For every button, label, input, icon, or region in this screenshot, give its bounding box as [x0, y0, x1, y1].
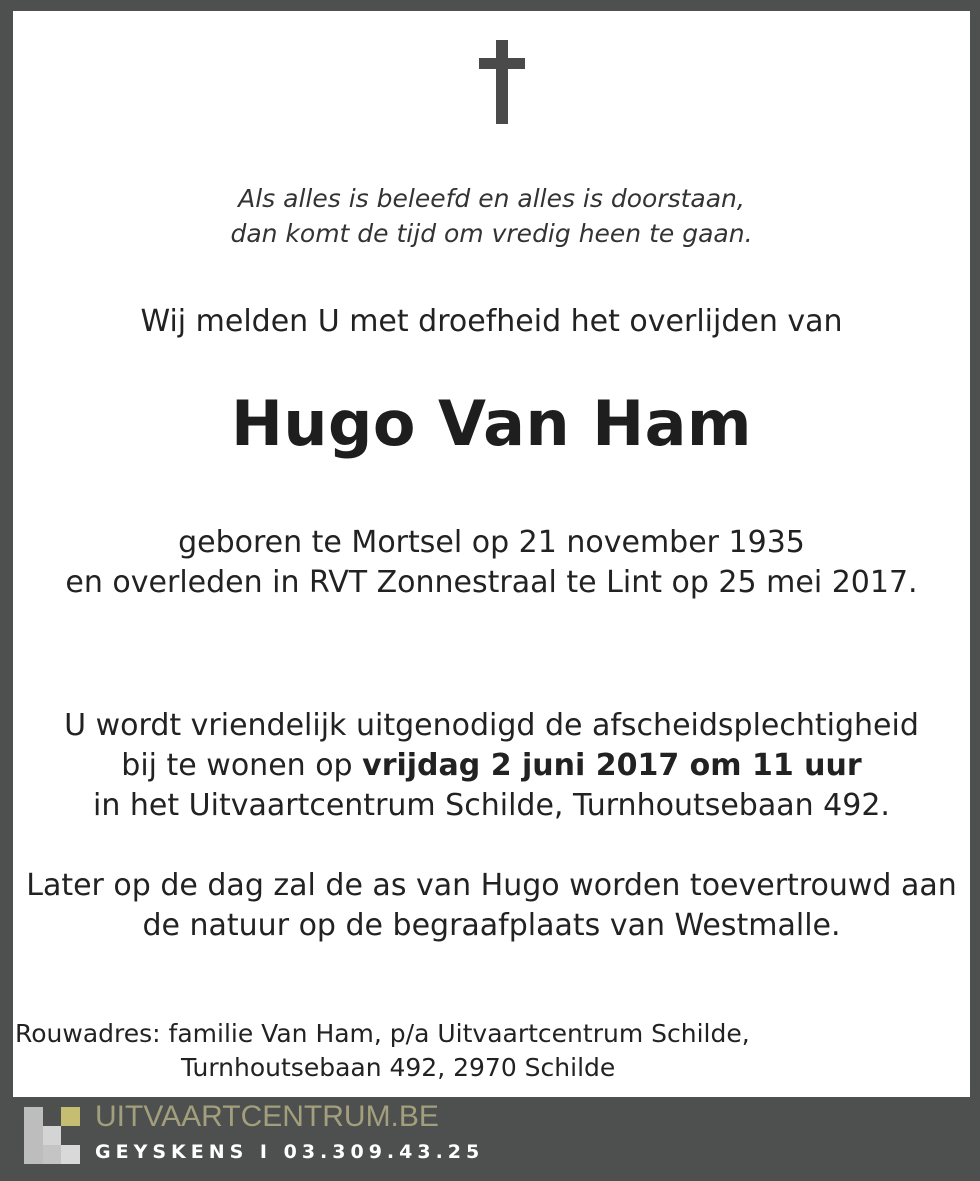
obituary-card — [13, 11, 970, 1097]
quote-line: dan komt de tijd om vredig heen te gaan. — [230, 219, 753, 248]
ashes-line: Later op de dag zal de as van Hugo worden toevertrouwd aan — [26, 868, 957, 903]
brand-name: UITVAARTCENTRUM.BE — [95, 1100, 439, 1133]
birth-line: geboren te Mortsel op 21 november 1935 — [178, 525, 805, 560]
ashes-line: de natuur op de begraafplaats van Westmalle. — [142, 908, 841, 943]
life-dates — [13, 523, 970, 603]
announcement-intro: Wij melden U met droefheid het overlijden van — [140, 304, 843, 339]
funeral-home-footer — [13, 1097, 970, 1178]
invite-line: U wordt vriendelijk uitgenodigd de afscheidsplechtigheid — [64, 708, 919, 743]
invite-line — [13, 746, 970, 786]
invite-text: bij te wonen op — [121, 748, 363, 783]
quote — [13, 181, 970, 251]
mourning-address — [15, 1017, 750, 1085]
address-line: Rouwadres: familie Van Ham, p/a Uitvaartcentrum Schilde, — [15, 1019, 750, 1048]
ceremony-invitation — [13, 706, 970, 826]
invite-line: in het Uitvaartcentrum Schilde, Turnhoutsebaan 492. — [93, 788, 890, 823]
ashes-notice — [13, 866, 970, 946]
deceased-name: Hugo Van Ham — [230, 387, 753, 460]
quote-line: Als alles is beleefd en alles is doorstaan, — [238, 184, 745, 213]
ceremony-datetime: vrijdag 2 juni 2017 om 11 uur — [362, 748, 862, 783]
cross-icon — [479, 40, 525, 124]
uitvaartcentrum-logo — [24, 1107, 80, 1164]
address-line: Turnhoutsebaan 492, 2970 Schilde — [181, 1053, 616, 1082]
death-line: en overleden in RVT Zonnestraal te Lint op 25 mei 2017. — [65, 565, 918, 600]
contact-info: GEYSKENS I 03.309.43.25 — [95, 1141, 485, 1163]
